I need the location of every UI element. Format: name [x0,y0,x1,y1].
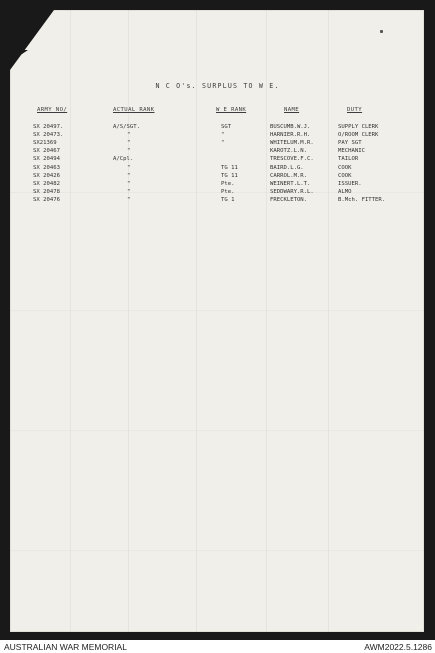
column-header-name: NAME [284,107,300,113]
paper-ruling [328,10,329,632]
paper-ruling [266,10,267,632]
paper-ruling [10,430,424,431]
footer-accession-number: AWM2022.5.1286 [364,642,432,652]
paper-ruling [70,10,71,632]
cell-name: FRECKLETON. [270,196,308,203]
cell-name: TRESCOVE.F.C. [270,156,314,163]
cell-we-rank: TG 11 [221,172,238,179]
document-page [10,10,424,632]
cell-army-no: SX 20426 [33,172,60,179]
paper-ruling [10,550,424,551]
cell-army-no: SX 20497. [33,124,64,130]
cell-actual-rank: " [127,132,131,139]
cell-duty: MECHANIC [338,148,365,155]
column-header-army-no: ARMY NO/ [37,107,68,113]
cell-actual-rank: " [127,140,131,147]
cell-duty: B.Mch. FITTER. [338,196,386,203]
cell-duty: O/ROOM CLERK [338,132,379,139]
table-row [0,132,435,140]
cell-duty: SUPPLY CLERK [338,124,379,130]
cell-actual-rank: " [127,164,131,171]
cell-army-no: SX 20473. [33,132,64,139]
table-row [0,197,435,205]
cell-we-rank: TG 11 [221,164,238,171]
torn-corner [10,50,28,62]
cell-duty: TAILOR [338,156,359,163]
cell-actual-rank: " [127,148,131,155]
cell-name: KAROTZ.L.N. [270,148,308,155]
paper-ruling [128,10,129,632]
column-header-duty: DUTY [347,107,363,113]
cell-army-no: SX 20476 [33,196,60,203]
cell-we-rank: Pte. [221,180,235,187]
cell-name: BUSCUMB.W.J. [270,124,311,130]
table-row [0,181,435,189]
table-row [0,156,435,164]
table-row [0,165,435,173]
document-title: N C O's. SURPLUS TO W E. [155,82,280,90]
cell-name: HARNIER.R.H. [270,132,311,139]
paper-ruling [196,10,197,632]
cell-we-rank: SGT [221,124,232,130]
ink-spot [380,30,383,33]
cell-we-rank: Pte. [221,188,235,195]
cell-duty: ISSUER. [338,180,362,187]
column-header-we-rank: W E RANK [216,107,247,113]
cell-we-rank: " [221,132,225,139]
cell-name: WEINERT.L.T. [270,180,311,187]
cell-we-rank: TG 1 [221,196,235,203]
cell-name: BAIRD.L.G. [270,164,304,171]
table-row [0,140,435,148]
footer [0,640,435,653]
table-row [0,189,435,197]
footer-institution: AUSTRALIAN WAR MEMORIAL [4,642,127,652]
cell-duty: ALMO [338,188,352,195]
table-row [0,173,435,181]
cell-actual-rank: A/S/SGT. [113,124,140,130]
column-header-actual-rank: ACTUAL RANK [113,107,155,113]
cell-army-no: SX21369 [33,140,57,147]
cell-we-rank: " [221,140,225,147]
cell-actual-rank: " [127,196,131,203]
table-row [0,148,435,156]
cell-actual-rank: A/Cpl. [113,156,134,163]
cell-name: SEDDWARY.R.L. [270,188,314,195]
cell-army-no: SX 20494 [33,156,60,163]
cell-army-no: SX 20467 [33,148,60,155]
cell-duty: COOK [338,172,352,179]
cell-name: CARROL.M.R. [270,172,308,179]
table-row [0,124,435,132]
paper-ruling [10,310,424,311]
cell-army-no: SX 20463 [33,164,60,171]
cell-name: WHITELUM.M.R. [270,140,314,147]
cell-actual-rank: " [127,172,131,179]
cell-actual-rank: " [127,188,131,195]
cell-duty: COOK [338,164,352,171]
cell-duty: PAY SGT [338,140,362,147]
cell-army-no: SX 20482 [33,180,60,187]
cell-army-no: SX 20478 [33,188,60,195]
cell-actual-rank: " [127,180,131,187]
